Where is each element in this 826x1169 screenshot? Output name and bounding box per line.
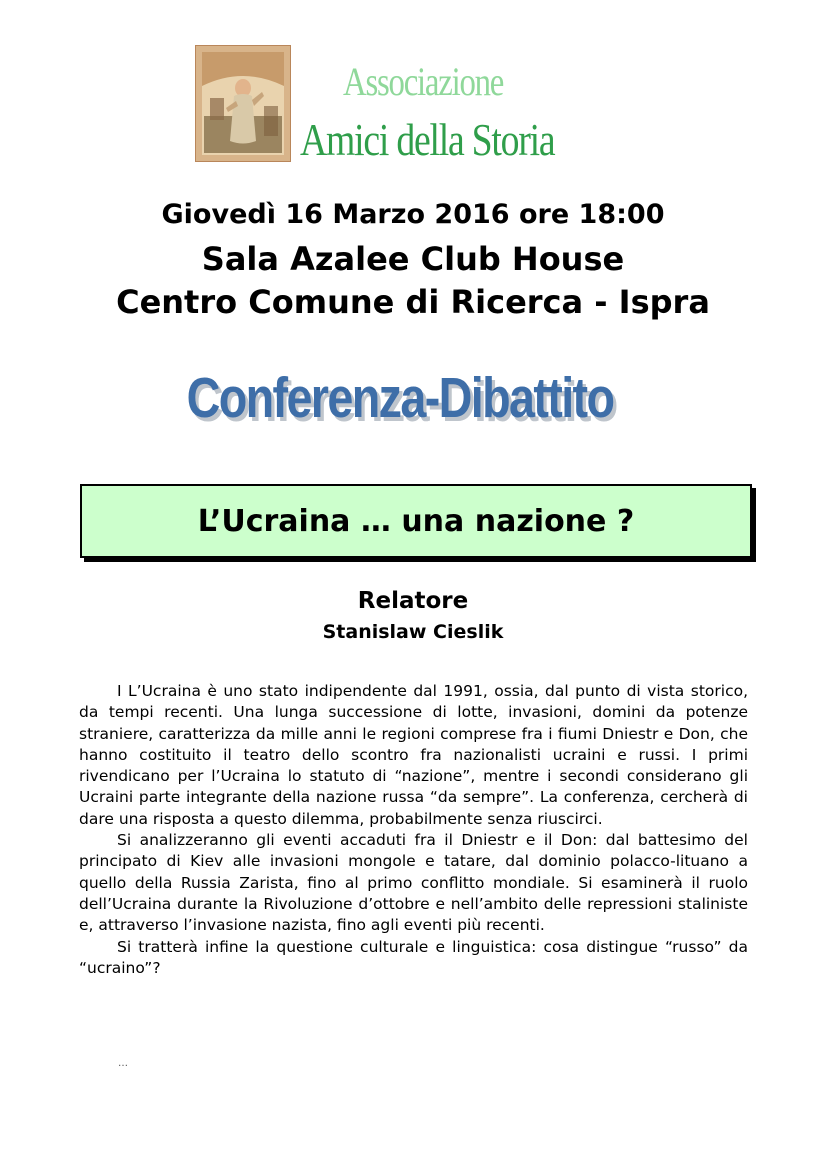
- speaker-name: Stanislaw Cieslik: [322, 621, 504, 643]
- association-name-line1: Associazione: [343, 59, 504, 104]
- description-text: [79, 681, 748, 979]
- ellipsis: …: [118, 1058, 128, 1069]
- title-box: [80, 484, 752, 558]
- speaker-label: Relatore: [357, 588, 469, 614]
- association-name-line2: Amici della Storia: [300, 114, 555, 165]
- event-venue: Sala Azalee Club House: [201, 240, 625, 278]
- paragraph: I L’Ucraina è uno stato indipendente dal 1991, ossia, dal punto di vista storico, da tempi recenti. Una lunga successione di lotte, invasioni, domini da potenze straniere, caratterizza da mille anni le regioni comprese fra i fiumi Dniestr e Don, che hanno costituito il teatro dello scontro fra nazionalisti ucraini e russi. I primi rivendicano per l’Ucraina lo statuto di “nazione”, mentre i secondi considerano gli Ucraini parte integrante della nazione russa “da sempre”. La conferenza, cercherà di dare una risposta a questo dilemma, probabilmente senza riuscirci.: [79, 682, 748, 828]
- paragraph: Si analizzeranno gli eventi accaduti fra il Dniestr e il Don: dal battesimo del principato di Kiev alle invasioni mongole e tatare, dal dominio polacco-lituano a quello della Russia Zarista, fino al primo conflitto mondiale. Si esaminerà il ruolo dell’Ucraina durante la Rivoluzione d’ottobre e nell’ambito delle repressioni staliniste e, attraverso l’invasione nazista, fino agli eventi più recenti.: [79, 831, 748, 935]
- association-logo-painting: [195, 45, 291, 162]
- event-location: Centro Comune di Ricerca - Ispra: [116, 283, 710, 321]
- event-type-heading: Conferenza-Dibattito: [186, 366, 614, 430]
- event-date-time: Giovedì 16 Marzo 2016 ore 18:00: [161, 199, 665, 230]
- conference-title: L’Ucraina … una nazione ?: [197, 503, 635, 539]
- painting-image: [196, 46, 290, 161]
- paragraph: Si tratterà infine la questione culturale e linguistica: cosa distingue “russo” da “ucraino”?: [79, 937, 748, 977]
